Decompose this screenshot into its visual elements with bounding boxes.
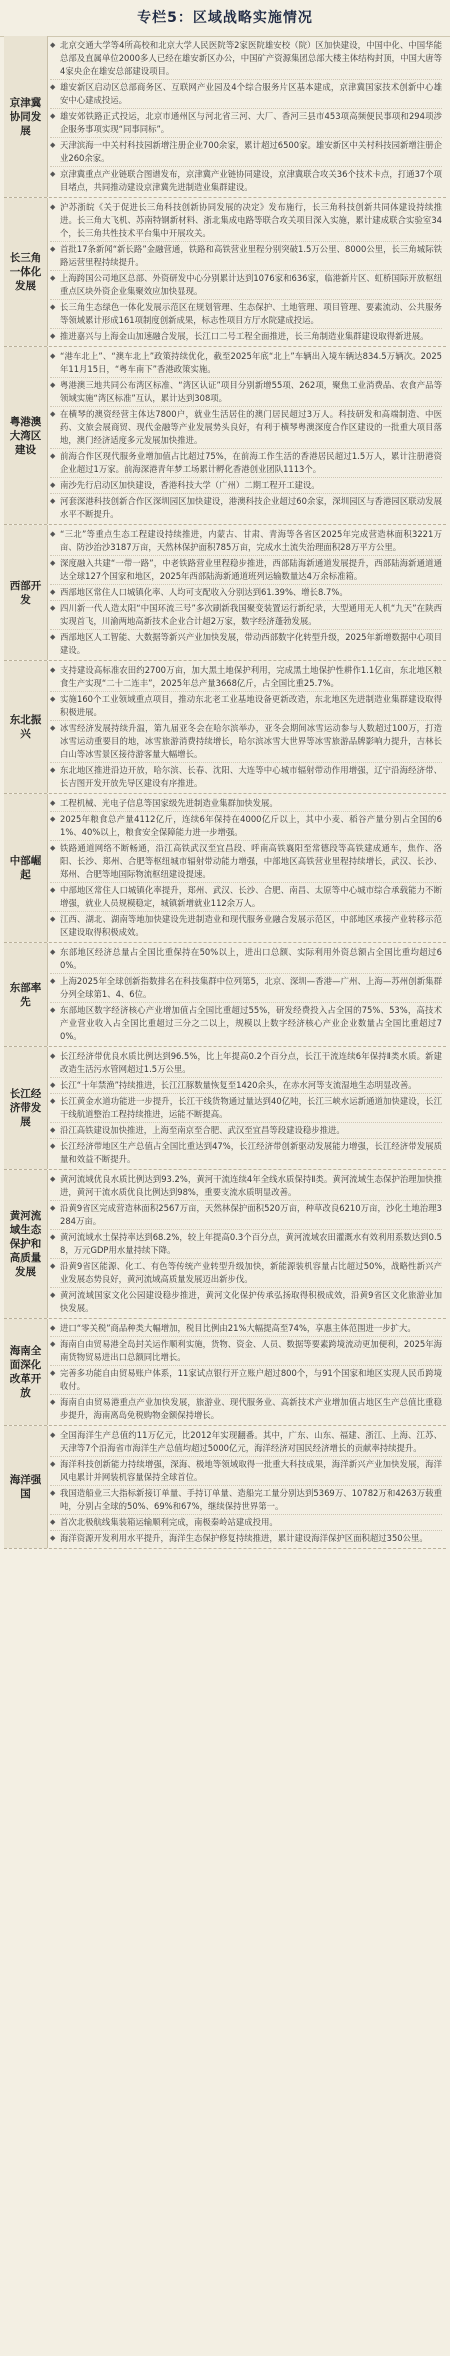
strategy-table	[4, 36, 446, 1549]
diamond-bullet-icon: ◆	[50, 452, 56, 460]
diamond-bullet-icon: ◆	[50, 1052, 56, 1060]
section-content	[48, 198, 446, 346]
section-label: 东北振兴	[4, 661, 48, 793]
item-text: 天津滨海一中关村科技园新增注册企业700余家，累计超过6500家。雄安新区中关村科技园新增注册企业260余家。	[60, 140, 442, 163]
section-label: 粤港澳大湾区建设	[4, 347, 48, 524]
item-text: 支持建设高标准农田约2700万亩，加大黑土地保护利用，完成黑土地保护性耕作1.1亿亩，东北地区粮食生产实现“二十二连丰”，2025年总产量3668亿斤，占全国比重25.7%。	[60, 665, 442, 688]
item-text: 首次北极航线集装箱运输顺利完成，南极秦岭站建成投用。	[60, 1517, 278, 1527]
item-text: 我国造船业三大指标新接订单量、手持订单量、造船完工量分别达到5369万、10782万和4263万载重吨，分别占全球的50%、69%和67%，继续保持世界第一。	[60, 1488, 442, 1511]
diamond-bullet-icon: ◆	[50, 1431, 56, 1439]
list-item	[50, 527, 442, 556]
diamond-bullet-icon: ◆	[50, 41, 56, 49]
list-item	[50, 1428, 442, 1457]
item-text: 前海合作区现代服务业增加值占比超过75%，在前海工作生活的香港居民超过1.5万人，累计注册港资企业超过1万家。前海深港青年梦工场累计孵化香港创业团队1113个。	[60, 451, 442, 474]
section-content	[48, 347, 446, 524]
diamond-bullet-icon: ◆	[50, 588, 56, 596]
diamond-bullet-icon: ◆	[50, 977, 56, 985]
item-text: 长江经济带优良水质比例达到96.5%，比上年提高0.2个百分点，长江干流连续6年保持Ⅱ类水质。新建改造生活污水管网超过1.5万公里。	[60, 1051, 442, 1074]
list-item	[50, 841, 442, 883]
list-item	[50, 692, 442, 721]
diamond-bullet-icon: ◆	[50, 83, 56, 91]
list-item	[50, 601, 442, 630]
item-text: 四川新一代人造太阳“中国环流三号”多次刷新我国聚变装置运行新纪录，大型通用无人机“九天”在陕西实现首飞，川渝两地高新技术企业合计超2万家，数字经济蓬勃发展。	[60, 603, 442, 626]
section-label: 黄河流域生态保护和高质量发展	[4, 1170, 48, 1318]
item-text: 京津冀重点产业链联合图谱发布，京津冀产业链协同建设，京津冀联合攻关36个技术卡点，打通37个项目堵点，共同推动建设京津冀先进制造业集群建设。	[60, 169, 442, 192]
item-text: 中部地区常住人口城镇化率提升，郑州、武汉、长沙、合肥、南昌、太原等中心城市综合承载能力不断增强，就业人员规模稳定，城镇新增就业112余万人。	[60, 885, 442, 908]
list-item	[50, 912, 442, 940]
section-content	[48, 943, 446, 1046]
section-label: 长江经济带发展	[4, 1047, 48, 1169]
item-text: 沿黄9省区能源、化工、有色等传统产业转型升级加快，新能源装机容量占比超过50%，战略性新兴产业发展态势良好，黄河流域高质量发展迈出新步伐。	[60, 1261, 442, 1284]
item-text: 东北地区推进沿边开放，哈尔滨、长春、沈阳、大连等中心城市辐射带动作用增强，辽宁沿海经济带、长吉图开发开放先导区建设有序推进。	[60, 765, 442, 788]
list-item	[50, 329, 442, 344]
diamond-bullet-icon: ◆	[50, 604, 56, 612]
section-label: 海洋强国	[4, 1426, 48, 1548]
list-item	[50, 242, 442, 271]
item-text: 铁路通道网络不断畅通，沿江高铁武汉至宜昌段、呼南高铁襄阳至常德段等高铁建成通车，焦作、洛阳、长沙、郑州、合肥等枢纽城市辐射带动能力增强，中部地区高铁营业里程持续增长，武汉、长沙、郑州、合肥等地国际物流枢纽建设提速。	[60, 843, 442, 879]
list-item	[50, 1078, 442, 1094]
section-content	[48, 1170, 446, 1318]
list-item	[50, 38, 442, 80]
diamond-bullet-icon: ◆	[50, 303, 56, 311]
diamond-bullet-icon: ◆	[50, 1518, 56, 1526]
list-item	[50, 1395, 442, 1423]
section-label: 海南全面深化改革开放	[4, 1319, 48, 1425]
diamond-bullet-icon: ◆	[50, 497, 56, 505]
item-text: 首批17条新闻“新长路”金融营通，铁路和高铁营业里程分别突破1.5万公里、8000公里，长三角城际铁路运营里程持续提升。	[60, 244, 442, 267]
list-item	[50, 812, 442, 841]
list-item	[50, 378, 442, 407]
item-text: 沿黄9省区完成营造林面积2567万亩，天然林保护面积520万亩，种草改良6210万亩，沙化土地治理3284万亩。	[60, 1203, 442, 1226]
diamond-bullet-icon: ◆	[50, 410, 56, 418]
item-text: 黄河流域水土保持率达到68.2%，较上年提高0.3个百分点，黄河流域农田灌溉水有效利用系数达到0.58，万元GDP用水量持续下降。	[60, 1232, 442, 1255]
section-content	[48, 36, 446, 197]
list-item	[50, 1486, 442, 1515]
item-text: 长江经济带地区生产总值占全国比重达到47%，长江经济带创新驱动发展能力增强，长江经济带发展质量和效益不断提升。	[60, 1141, 442, 1164]
item-text: 长江黄金水道功能进一步提升，长江干线货物通过量达到40亿吨，长江三峡水运新通道加快建设，长江干线航道整治工程持续推进，运能不断提高。	[60, 1096, 442, 1119]
item-text: 推进嘉兴与上海金山加速融合发展，长江口二号工程全面推进，长三角制造业集群建设取得新进展。	[60, 331, 429, 341]
section-content	[48, 525, 446, 660]
list-item	[50, 974, 442, 1003]
item-text: 进口“零关税”商品种类大幅增加，税目比例由21%大幅提高至74%，享惠主体范围进一步扩大。	[60, 1323, 416, 1333]
item-text: 完善多功能自由贸易账户体系，11家试点银行开立账户超过800个，与91个国家和地区实现人民币跨境收付。	[60, 1368, 442, 1391]
diamond-bullet-icon: ◆	[50, 1534, 56, 1542]
section-label: 京津冀协同发展	[4, 36, 48, 197]
section-row	[4, 347, 446, 525]
diamond-bullet-icon: ◆	[50, 559, 56, 567]
list-item	[50, 1321, 442, 1337]
diamond-bullet-icon: ◆	[50, 1262, 56, 1270]
diamond-bullet-icon: ◆	[50, 886, 56, 894]
diamond-bullet-icon: ◆	[50, 1460, 56, 1468]
item-text: 雄安郊铁路正式投运，北京市通州区与河北省三河、大厂、香河三县市453项高频便民事项和294项涉企服务事项实现“同事同标”。	[60, 111, 442, 134]
diamond-bullet-icon: ◆	[50, 844, 56, 852]
list-item	[50, 945, 442, 974]
list-item	[50, 796, 442, 812]
section-label: 东部率先	[4, 943, 48, 1046]
item-text: 沪苏浙皖《关于促进长三角科技创新协同发展的决定》发布施行，长三角科技创新共同体建设持续推进。长三角大飞机、苏南特钢新材料、浙北集成电路等联合攻关项目深入实施，累计建成联合实验室34个，长三角共性技术平台集中开展攻关。	[60, 202, 442, 238]
item-text: 长三角生态绿色一体化发展示范区在规划管理、生态保护、土地管理、项目管理、要素流动、公共服务等领域累计形成161项制度创新成果，标志性项目方厅水院建成投运。	[60, 302, 442, 325]
item-text: 在横琴的澳资经营主体达7800户，就业生活居住的澳门居民超过3万人。科技研发和高端制造、中医药、文旅会展商贸、现代金融等产业发展势头良好，有利于横琴粤澳深度合作区建设的一批重大项目落地，澳门经济适度多元发展加快推进。	[60, 409, 442, 445]
item-text: 实施160个工业领域重点项目，推动东北老工业基地设备更新改造，东北地区先进制造业集群建设取得积极进展。	[60, 694, 442, 717]
list-item	[50, 1201, 442, 1230]
item-text: 东部地区经济总量占全国比重保持在50%以上，进出口总额、实际利用外资总额占全国比重均超过60%。	[60, 947, 442, 970]
item-text: 黄河流域国家文化公园建设稳步推进，黄河文化保护传承弘扬取得积极成效，沿黄9省区文化旅游业加快发展。	[60, 1290, 442, 1313]
list-item	[50, 1172, 442, 1201]
list-item	[50, 556, 442, 585]
item-text: 雄安新区启动区总部商务区、互联网产业园及4个综合服务片区基本建成，京津冀国家技术创新中心雄安中心建成投运。	[60, 82, 442, 105]
diamond-bullet-icon: ◆	[50, 1489, 56, 1497]
section-row	[4, 198, 446, 347]
diamond-bullet-icon: ◆	[50, 1175, 56, 1183]
item-text: 西部地区人工智能、大数据等新兴产业加快发展，带动西部数字化转型升级，2025年新增数据中心项目建设。	[60, 632, 442, 655]
diamond-bullet-icon: ◆	[50, 815, 56, 823]
list-item	[50, 478, 442, 494]
section-label: 长三角一体化发展	[4, 198, 48, 346]
item-text: 河套深港科技创新合作区深圳园区加快建设，港澳科技企业超过60余家，深圳园区与香港园区联动发展水平不断提升。	[60, 496, 442, 519]
list-item	[50, 883, 442, 912]
section-row	[4, 1426, 446, 1549]
item-text: 海南自由贸易港重点产业加快发展，旅游业、现代服务业、高新技术产业增加值占地区生产总值比重稳步提升，海南离岛免税购物金额保持增长。	[60, 1397, 442, 1420]
list-item	[50, 663, 442, 692]
diamond-bullet-icon: ◆	[50, 633, 56, 641]
item-text: 沿江高铁建设加快推进，上海至南京至合肥、武汉至宜昌等段建设稳步推进。	[60, 1125, 345, 1135]
item-text: 2025年粮食总产量4112亿斤，连续6年保持在4000亿斤以上，其中小麦、稻谷产量分别占全国的61%、40%以上，粮食安全保障能力进一步增强。	[60, 814, 442, 837]
item-text: 上海跨国公司地区总部、外资研发中心分别累计达到1076家和636家，临港新片区、虹桥国际开放枢纽重点区块外资企业集聚效应加快显现。	[60, 273, 442, 296]
list-item	[50, 1531, 442, 1546]
item-text: 海南自由贸易港全岛封关运作顺利实施，货物、资金、人员、数据等要素跨境流动更加便利，2025年海南货物贸易进出口总额同比增长。	[60, 1339, 442, 1362]
section-row	[4, 1170, 446, 1319]
list-item	[50, 1515, 442, 1531]
list-item	[50, 200, 442, 242]
diamond-bullet-icon: ◆	[50, 203, 56, 211]
section-row	[4, 794, 446, 943]
list-item	[50, 449, 442, 478]
list-item	[50, 1366, 442, 1395]
diamond-bullet-icon: ◆	[50, 1324, 56, 1332]
item-text: 西部地区常住人口城镇化率、人均可支配收入分别达到61.39%、增长8.7%。	[60, 587, 348, 597]
item-text: 海洋科技创新能力持续增强，深海、极地等领域取得一批重大科技成果，海洋新兴产业加快发展，海洋风电累计并网装机容量保持全球首位。	[60, 1459, 442, 1482]
diamond-bullet-icon: ◆	[50, 799, 56, 807]
list-item	[50, 138, 442, 167]
diamond-bullet-icon: ◆	[50, 1340, 56, 1348]
diamond-bullet-icon: ◆	[50, 766, 56, 774]
item-text: 海洋资源开发利用水平提升，海洋生态保护修复持续推进，累计建设海洋保护区面积超过350公里。	[60, 1533, 428, 1543]
item-text: 江西、湖北、湖南等地加快建设先进制造业和现代服务业融合发展示范区，中部地区承接产业转移示范区建设取得积极成效。	[60, 914, 442, 937]
section-row	[4, 1319, 446, 1426]
diamond-bullet-icon: ◆	[50, 1142, 56, 1150]
diamond-bullet-icon: ◆	[50, 1369, 56, 1377]
diamond-bullet-icon: ◆	[50, 915, 56, 923]
section-label: 西部开发	[4, 525, 48, 660]
diamond-bullet-icon: ◆	[50, 141, 56, 149]
section-content	[48, 1047, 446, 1169]
diamond-bullet-icon: ◆	[50, 481, 56, 489]
item-text: 全国海洋生产总值约11万亿元，比2012年实现翻番。其中，广东、山东、福建、浙江、上海、江苏、天津等7个沿海省市海洋生产总值均超过5000亿元，海洋经济对国民经济增长的贡献率持续提升。	[60, 1430, 442, 1453]
item-text: 粤港澳三地共同公布湾区标准、“湾区认证”项目分别新增55项、262项，聚焦工业消费品、农食产品等领域实施“湾区标准”互认，累计达到308项。	[60, 380, 442, 403]
item-text: 黄河流域优良水质比例达到93.2%，黄河干流连续4年全线水质保持Ⅱ类。黄河流域生态保护治理加快推进，黄河干流水质优良比例达到98%，重要支流水质明显改善。	[60, 1174, 442, 1197]
list-item	[50, 585, 442, 601]
section-row	[4, 943, 446, 1047]
list-item	[50, 1230, 442, 1259]
diamond-bullet-icon: ◆	[50, 381, 56, 389]
list-item	[50, 630, 442, 658]
list-item	[50, 494, 442, 522]
item-text: 长江“十年禁渔”持续推进，长江江豚数量恢复至1420余头，在赤水河等支流湿地生态明显改善。	[60, 1080, 417, 1090]
diamond-bullet-icon: ◆	[50, 530, 56, 538]
list-item	[50, 167, 442, 195]
list-item	[50, 1259, 442, 1288]
list-item	[50, 109, 442, 138]
item-text: “港车北上”、“澳车北上”政策持续优化，截至2025年底“北上”车辆出入境车辆达834.5万辆次。2025年11月15日，“粤车南下”香港政策实施。	[60, 351, 442, 374]
section-content	[48, 1319, 446, 1425]
column-title: 专栏5：区域战略实施情况	[0, 0, 450, 37]
diamond-bullet-icon: ◆	[50, 1398, 56, 1406]
diamond-bullet-icon: ◆	[50, 112, 56, 120]
item-text: 冰雪经济发展持续升温，第九届亚冬会在哈尔滨举办，亚冬会期间冰雪运动参与人数超过100万，打造冰雪运动重要目的地，冰雪旅游消费持续增长，哈尔滨冰雪大世界等冰雪旅游品牌影响力提升，吉林长白山等冰雪景区接待游客量大幅增长。	[60, 723, 442, 759]
item-text: 南沙先行启动区加快建设，香港科技大学（广州）二期工程开工建设。	[60, 480, 320, 490]
diamond-bullet-icon: ◆	[50, 170, 56, 178]
list-item	[50, 1123, 442, 1139]
diamond-bullet-icon: ◆	[50, 1097, 56, 1105]
diamond-bullet-icon: ◆	[50, 724, 56, 732]
list-item	[50, 1288, 442, 1316]
diamond-bullet-icon: ◆	[50, 1204, 56, 1212]
section-row	[4, 525, 446, 661]
diamond-bullet-icon: ◆	[50, 332, 56, 340]
list-item	[50, 80, 442, 109]
list-item	[50, 349, 442, 378]
item-text: 东部地区数字经济核心产业增加值占全国比重超过55%，研发经费投入占全国的75%、53%，高技术产业营业收入占全国比重超过三分之二以上，规模以上数字经济核心产业企业数量占全国比重超过70%。	[60, 1005, 442, 1041]
diamond-bullet-icon: ◆	[50, 666, 56, 674]
section-content	[48, 1426, 446, 1548]
section-content	[48, 794, 446, 942]
section-label: 中部崛起	[4, 794, 48, 942]
list-item	[50, 1139, 442, 1167]
diamond-bullet-icon: ◆	[50, 245, 56, 253]
list-item	[50, 721, 442, 763]
item-text: 工程机械、光电子信息等国家级先进制造业集群加快发展。	[60, 798, 278, 808]
list-item	[50, 1003, 442, 1044]
item-text: “三北”等重点生态工程建设持续推进，内蒙古、甘肃、青海等各省区2025年完成营造林面积3221万亩、防沙治沙3187万亩，天然林保护面积785万亩，完成水土流失治理面积28万平方公里。	[60, 529, 442, 552]
diamond-bullet-icon: ◆	[50, 695, 56, 703]
item-text: 深度融入共建“一带一路”，中老铁路营业里程稳步推进，西部陆海新通道发展提升，西部陆海新通道通达全球127个国家和地区，2025年西部陆海新通道班列运输数量达4万余标准箱。	[60, 558, 442, 581]
list-item	[50, 763, 442, 791]
diamond-bullet-icon: ◆	[50, 352, 56, 360]
diamond-bullet-icon: ◆	[50, 1233, 56, 1241]
list-item	[50, 1049, 442, 1078]
section-row	[4, 1047, 446, 1170]
item-text: 北京交通大学等4所高校和北京大学人民医院等2家医院雄安校（院）区加快建设，中国中化、中国华能总部及直属单位2000多人已经在雄安新区办公，中国矿产资源集团总部大楼主体结构封顶，中国大唐等4家央企在雄安总部建设项目。	[60, 40, 442, 76]
list-item	[50, 300, 442, 329]
section-row	[4, 661, 446, 794]
section-content	[48, 661, 446, 793]
item-text: 上海2025年全球创新指数排名在科技集群中位列第5，北京、深圳—香港—广州、上海—苏州创新集群分列全球第1、4、6位。	[60, 976, 442, 999]
diamond-bullet-icon: ◆	[50, 1006, 56, 1014]
diamond-bullet-icon: ◆	[50, 1126, 56, 1134]
list-item	[50, 1094, 442, 1123]
diamond-bullet-icon: ◆	[50, 1291, 56, 1299]
diamond-bullet-icon: ◆	[50, 274, 56, 282]
section-row	[4, 36, 446, 198]
diamond-bullet-icon: ◆	[50, 1081, 56, 1089]
list-item	[50, 1457, 442, 1486]
list-item	[50, 407, 442, 449]
diamond-bullet-icon: ◆	[50, 948, 56, 956]
list-item	[50, 1337, 442, 1366]
list-item	[50, 271, 442, 300]
